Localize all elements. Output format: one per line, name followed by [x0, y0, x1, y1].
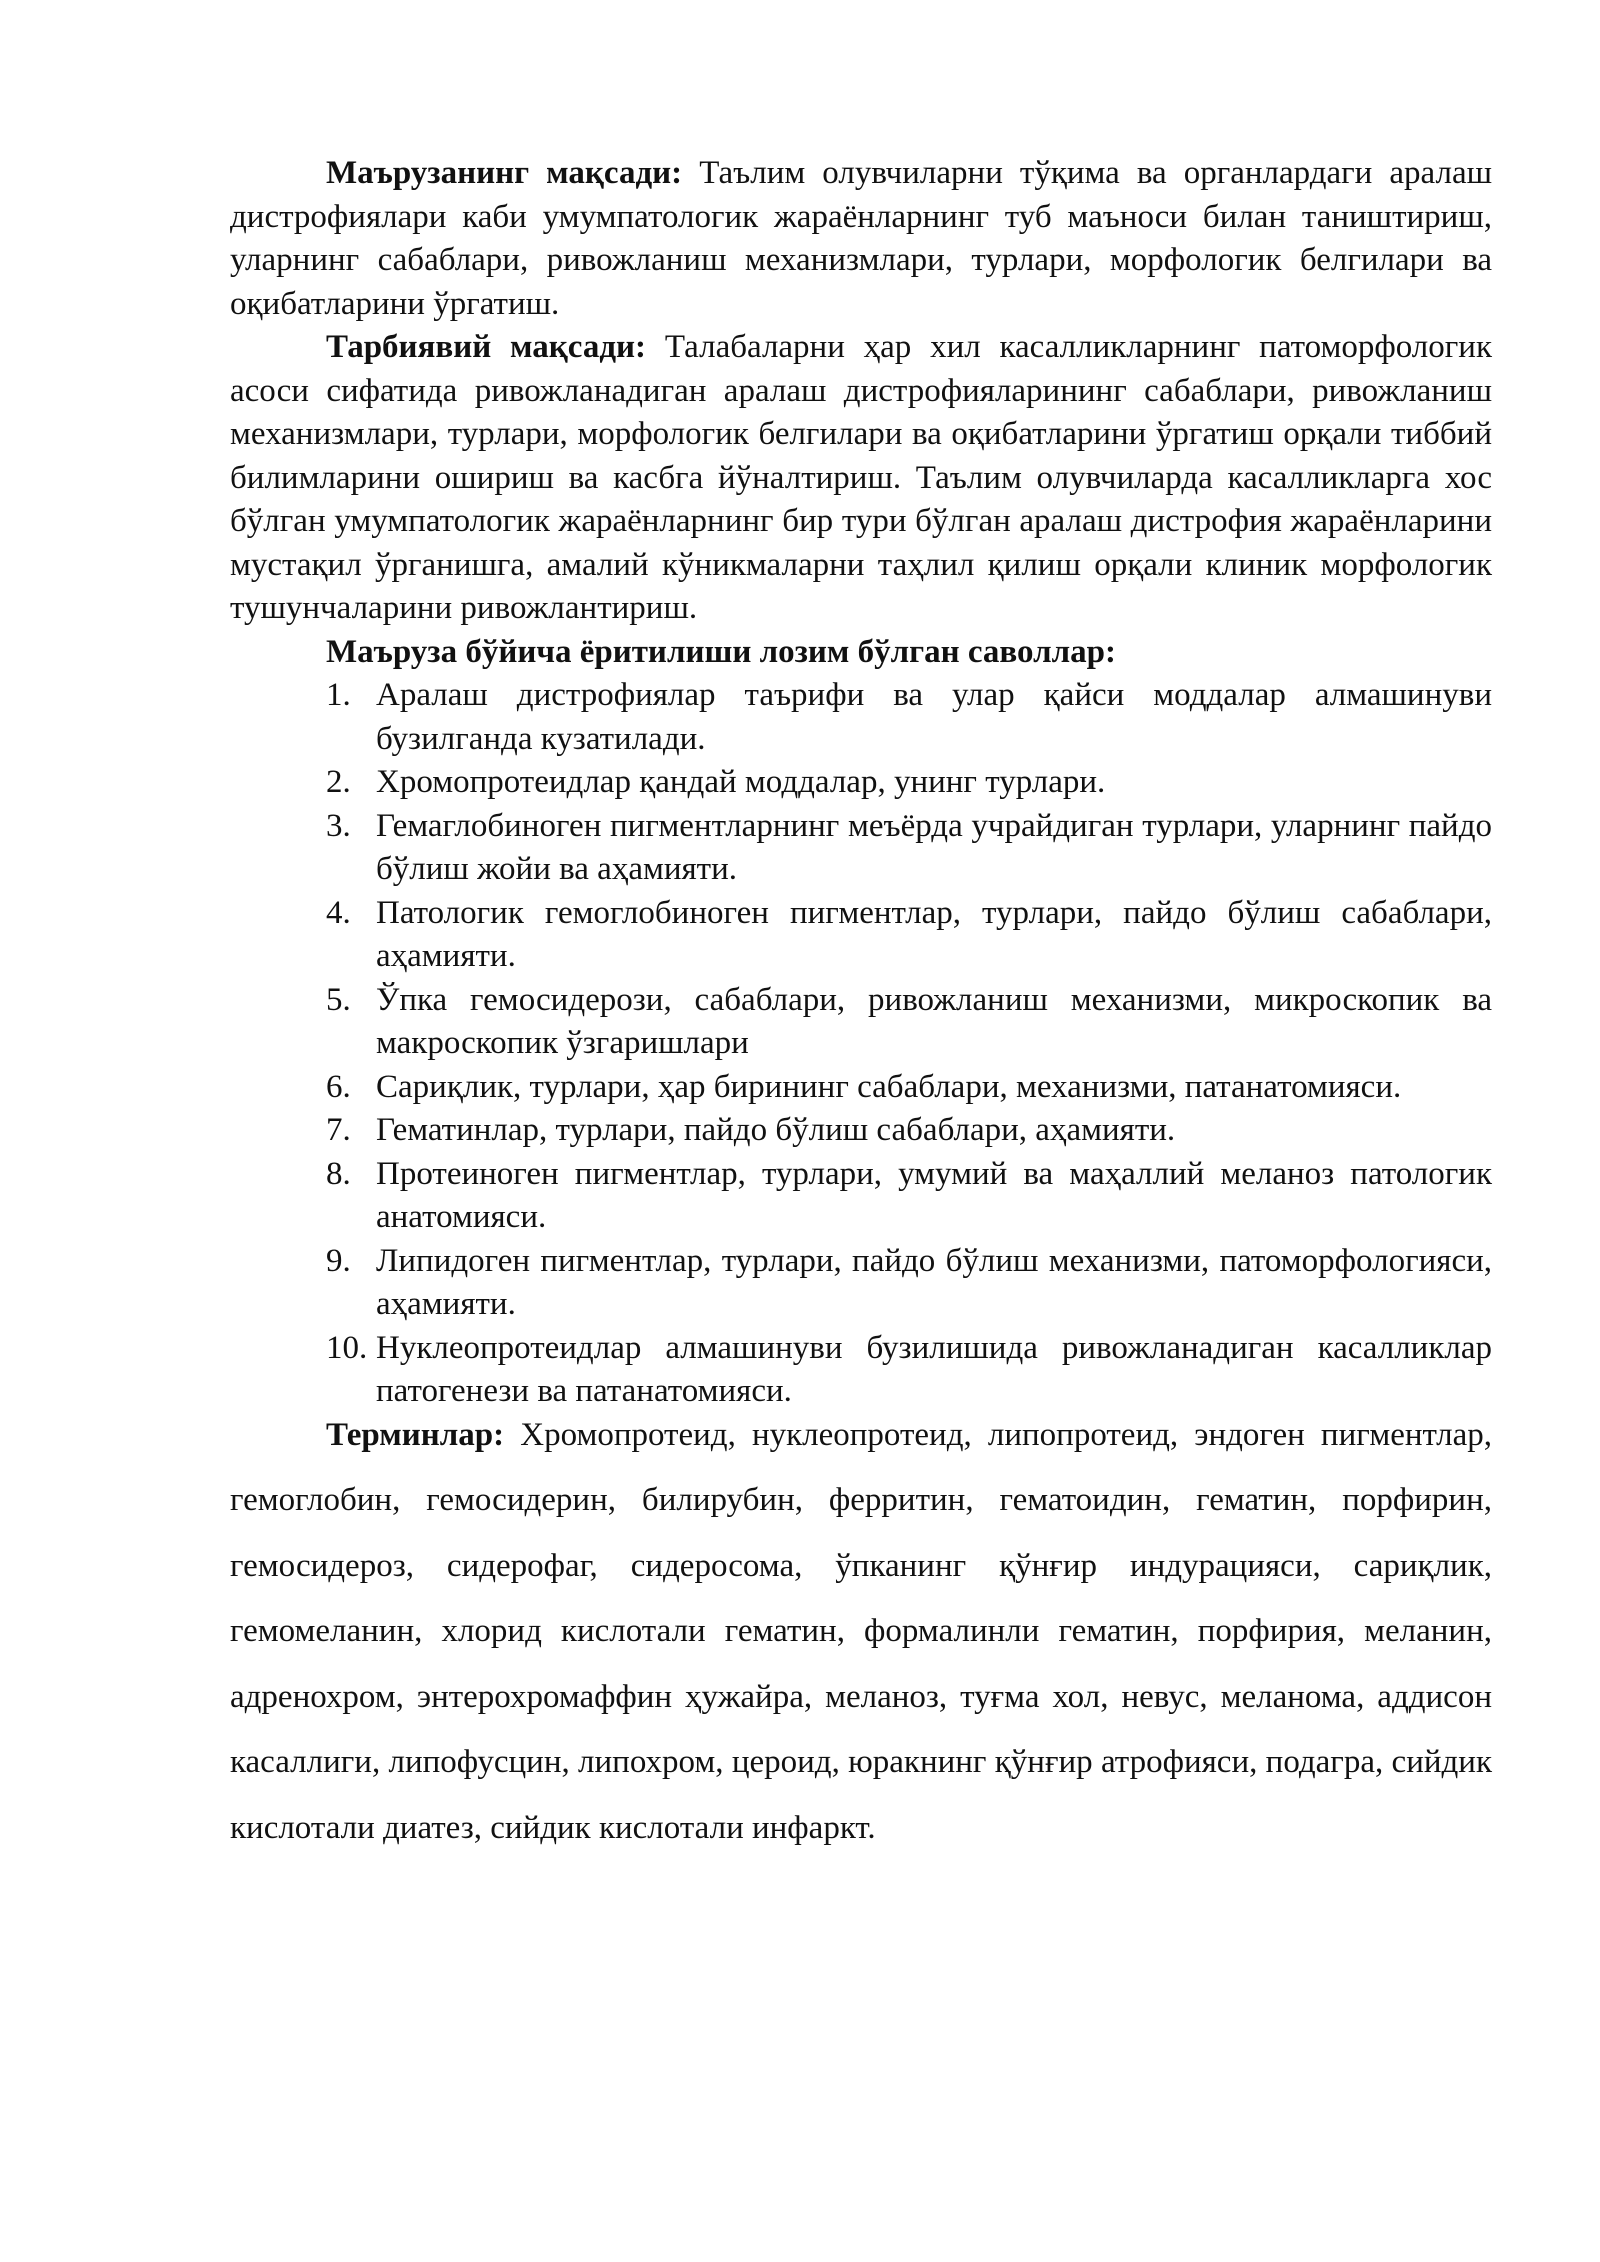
question-number: 7.: [326, 1112, 351, 1148]
question-number: 5.: [326, 981, 351, 1018]
question-text: Сариқлик, турлари, ҳар бирининг сабаблари, механизми, патанатомияси.: [376, 1068, 1402, 1105]
question-text: Липидоген пигментлар, турлари, пайдо бўлиш механизми, патоморфологияси, аҳамияти.: [376, 1242, 1492, 1322]
question-item: [230, 892, 1492, 979]
lecture-goal-text: Таълим олувчиларни тўқима ва органлардаги аралаш дистрофиялари каби умумпатологик жараёнларнинг туб маъноси билан таништириш, уларнинг сабаблари, ривожланиш механизмлари, турлари, морфологик белгилари ва оқибатларини ўргатиш.: [230, 155, 1492, 322]
question-text: Нуклеопротеидлар алмашинуви бузилишида ривожланадиган касалликлар патогенези ва патанатомияси.: [376, 1329, 1492, 1409]
question-number: 6.: [326, 1068, 351, 1105]
educational-goal-paragraph: [230, 326, 1492, 631]
terms-text: Хромопротеид, нуклеопротеид, липопротеид, эндоген пигментлар, гемоглобин, гемосидерин, билирубин, ферритин, гематоидин, гематин, порфирин, гемосидероз, сидерофаг, сидеросома, ўпканинг қўнғир индурацияси, сариқлик, гемомеланин, хлорид кислотали гематин, формалинли гематин, порфирия, меланин, адренохром, энтерохромаффин ҳужайра, меланоз, туғма хол, невус, меланома, аддисон касаллиги, липофусцин, липохром, цероид, юракнинг қўнғир атрофияси, подагра, сийдик кислотали диатез, сийдик кислотали инфаркт.: [230, 1416, 1492, 1846]
questions-list: [230, 674, 1492, 1414]
question-text: Хромопротеидлар қандай моддалар, унинг турлари.: [376, 764, 1106, 800]
educational-goal-text: Талабаларни ҳар хил касалликларнинг патоморфологик асоси сифатида ривожланадиган аралаш дистрофияларининг сабаблари, ривожланиш механизмлари, турлари, морфологик белгилари ва оқибатларини ўргатиш орқали тиббий билимларини ошириш ва касбга йўналтириш. Таълим олувчиларда касалликларга хос бўлган умумпатологик жараёнларнинг бир тури бўлган аралаш дистрофия жараёнларини мустақил ўрганишга, амалий кўникмаларни таҳлил қилиш орқали клиник морфологик тушунчаларини ривожлантириш.: [230, 329, 1492, 626]
question-item: [230, 979, 1492, 1066]
question-text: Аралаш дистрофиялар таърифи ва улар қайси моддалар алмашинуви бузилганда кузатилади.: [376, 677, 1492, 757]
question-item: [230, 1240, 1492, 1327]
question-item: [230, 1153, 1492, 1240]
question-item: [230, 1327, 1492, 1414]
question-text: Ўпка гемосидерози, сабаблари, ривожланиш механизми, микроскопик ва макроскопик ўзгаришлари: [376, 981, 1492, 1061]
question-item: [230, 674, 1492, 761]
question-number: 3.: [326, 807, 351, 844]
document-body: [230, 152, 1492, 1861]
questions-heading: Маъруза бўйича ёритилиши лозим бўлган саволлар:: [326, 633, 1116, 670]
question-number: 4.: [326, 894, 351, 931]
terms-paragraph: [230, 1403, 1492, 1862]
question-text: Гематинлар, турлари, пайдо бўлиш сабаблари, аҳамияти.: [376, 1112, 1176, 1148]
question-item: [230, 805, 1492, 892]
lecture-goal-paragraph: [230, 152, 1492, 326]
question-text: Протеиноген пигментлар, турлари, умумий ва маҳаллий меланоз патологик анатомияси.: [376, 1155, 1492, 1235]
question-item: [230, 761, 1492, 805]
question-number: 9.: [326, 1242, 351, 1279]
question-number: 2.: [326, 764, 351, 800]
question-number: 1.: [326, 677, 351, 713]
lecture-goal-label: Маърузанинг мақсади:: [326, 155, 683, 191]
question-item: [230, 1066, 1492, 1110]
question-item: [230, 1109, 1492, 1153]
question-text: Гемаглобиноген пигментларнинг меъёрда учрайдиган турлари, уларнинг пайдо бўлиш жойи ва аҳамияти.: [376, 807, 1492, 887]
question-text: Патологик гемоглобиноген пигментлар, турлари, пайдо бўлиш сабаблари, аҳамияти.: [376, 894, 1492, 974]
terms-label: Терминлар:: [326, 1416, 505, 1453]
educational-goal-label: Тарбиявий мақсади:: [326, 329, 647, 365]
question-number: 10.: [326, 1329, 368, 1366]
question-number: 8.: [326, 1155, 351, 1192]
